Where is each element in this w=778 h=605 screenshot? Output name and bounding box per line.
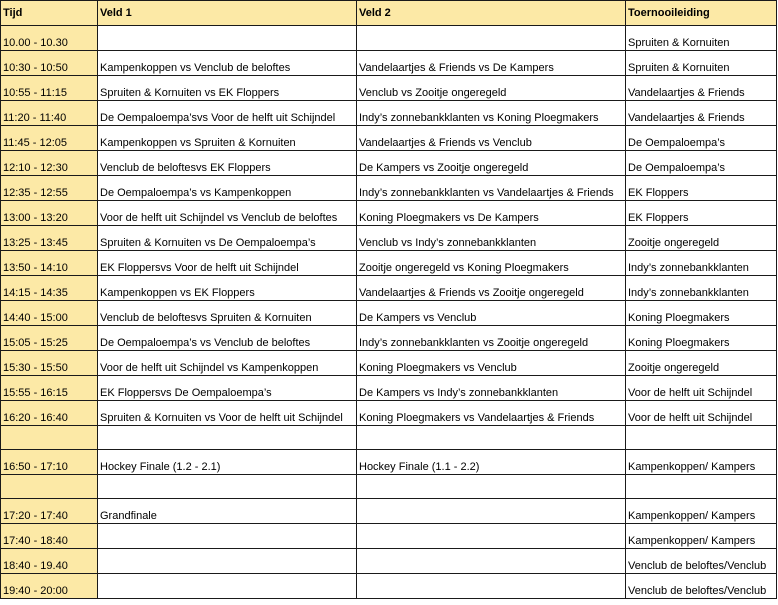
cell-time: 12:10 - 12:30 [1,151,98,176]
cell-veld2 [357,26,626,51]
cell-veld2: Indy’s zonnebankklanten vs Koning Ploegmakers [357,101,626,126]
cell-veld1 [98,549,357,574]
table-row [1,301,777,326]
header-row [1,1,777,26]
cell-veld1 [98,574,357,599]
cell-toernooileiding: De Oempaloempa’s [626,151,777,176]
cell-veld2: De Kampers vs Venclub [357,301,626,326]
cell-veld2: Koning Ploegmakers vs De Kampers [357,201,626,226]
cell-toernooileiding: Zooitje ongeregeld [626,226,777,251]
header-time: Tijd [1,1,98,26]
cell-veld2 [357,475,626,499]
table-row [1,450,777,475]
cell-time: 13:25 - 13:45 [1,226,98,251]
table-spacer-row [1,475,777,499]
cell-toernooileiding: Indy’s zonnebankklanten [626,251,777,276]
cell-veld1: De Oempaloempa’svs Voor de helft uit Schijndel [98,101,357,126]
cell-time: 16:20 - 16:40 [1,401,98,426]
table-row [1,251,777,276]
cell-veld2: Vandelaartjes & Friends vs Venclub [357,126,626,151]
cell-veld1 [98,475,357,499]
cell-veld2: Vandelaartjes & Friends vs De Kampers [357,51,626,76]
table-spacer-row [1,426,777,450]
table-row [1,376,777,401]
table-row [1,76,777,101]
cell-time: 15:30 - 15:50 [1,351,98,376]
table-row [1,26,777,51]
cell-veld2 [357,524,626,549]
cell-veld1: De Oempaloempa’s vs Kampenkoppen [98,176,357,201]
cell-toernooileiding: Koning Ploegmakers [626,326,777,351]
cell-veld1 [98,426,357,450]
cell-veld1: Grandfinale [98,499,357,524]
table-row [1,499,777,524]
cell-veld1: Spruiten & Kornuiten vs EK Floppers [98,76,357,101]
cell-time: 19:40 - 20:00 [1,574,98,599]
cell-veld1: Voor de helft uit Schijndel vs Kampenkoppen [98,351,357,376]
cell-veld2: Hockey Finale (1.1 - 2.2) [357,450,626,475]
cell-veld2: Zooitje ongeregeld vs Koning Ploegmakers [357,251,626,276]
cell-toernooileiding: Venclub de beloftes/Venclub [626,549,777,574]
cell-toernooileiding: De Oempaloempa’s [626,126,777,151]
cell-veld2: De Kampers vs Zooitje ongeregeld [357,151,626,176]
cell-toernooileiding: EK Floppers [626,201,777,226]
cell-veld1 [98,26,357,51]
cell-veld1: Hockey Finale (1.2 - 2.1) [98,450,357,475]
cell-veld2: Vandelaartjes & Friends vs Zooitje ongeregeld [357,276,626,301]
cell-veld2: Venclub vs Zooitje ongeregeld [357,76,626,101]
header-toernooileiding: Toernooileiding [626,1,777,26]
cell-veld1: Kampenkoppen vs EK Floppers [98,276,357,301]
table-row [1,574,777,599]
table-row [1,401,777,426]
cell-time: 12:35 - 12:55 [1,176,98,201]
cell-time: 10:30 - 10:50 [1,51,98,76]
cell-veld2: Koning Ploegmakers vs Vandelaartjes & Friends [357,401,626,426]
cell-toernooileiding: Spruiten & Kornuiten [626,51,777,76]
cell-time: 11:45 - 12:05 [1,126,98,151]
cell-veld2: Koning Ploegmakers vs Venclub [357,351,626,376]
cell-toernooileiding: Kampenkoppen/ Kampers [626,499,777,524]
cell-toernooileiding: Voor de helft uit Schijndel [626,376,777,401]
cell-veld2: De Kampers vs Indy’s zonnebankklanten [357,376,626,401]
cell-toernooileiding: Vandelaartjes & Friends [626,76,777,101]
cell-toernooileiding [626,426,777,450]
cell-time: 10:55 - 11:15 [1,76,98,101]
cell-toernooileiding: Voor de helft uit Schijndel [626,401,777,426]
cell-veld1: Spruiten & Kornuiten vs Voor de helft uit Schijndel [98,401,357,426]
cell-time: 14:40 - 15:00 [1,301,98,326]
cell-veld1: Venclub de beloftesvs Spruiten & Kornuiten [98,301,357,326]
table-row [1,101,777,126]
table-row [1,351,777,376]
cell-toernooileiding [626,475,777,499]
cell-veld2: Indy’s zonnebankklanten vs Vandelaartjes & Friends [357,176,626,201]
cell-veld2: Indy’s zonnebankklanten vs Zooitje ongeregeld [357,326,626,351]
cell-time: 15:05 - 15:25 [1,326,98,351]
cell-veld1: Kampenkoppen vs Spruiten & Kornuiten [98,126,357,151]
cell-time: 16:50 - 17:10 [1,450,98,475]
cell-time: 18:40 - 19.40 [1,549,98,574]
table-row [1,51,777,76]
cell-veld2 [357,549,626,574]
cell-time: 13:00 - 13:20 [1,201,98,226]
table-row [1,326,777,351]
header-veld2: Veld 2 [357,1,626,26]
cell-time: 15:55 - 16:15 [1,376,98,401]
schedule-body [1,26,777,599]
cell-time: 11:20 - 11:40 [1,101,98,126]
cell-veld1: Kampenkoppen vs Venclub de beloftes [98,51,357,76]
cell-toernooileiding: Indy’s zonnebankklanten [626,276,777,301]
cell-time: 17:20 - 17:40 [1,499,98,524]
cell-time [1,426,98,450]
table-row [1,176,777,201]
cell-veld1: EK Floppersvs Voor de helft uit Schijndel [98,251,357,276]
cell-toernooileiding: Vandelaartjes & Friends [626,101,777,126]
table-row [1,549,777,574]
cell-veld1: De Oempaloempa’s vs Venclub de beloftes [98,326,357,351]
cell-veld1 [98,524,357,549]
header-veld1: Veld 1 [98,1,357,26]
cell-toernooileiding: Kampenkoppen/ Kampers [626,524,777,549]
cell-toernooileiding: Kampenkoppen/ Kampers [626,450,777,475]
cell-toernooileiding: Venclub de beloftes/Venclub [626,574,777,599]
cell-time: 13:50 - 14:10 [1,251,98,276]
cell-time [1,475,98,499]
table-row [1,201,777,226]
cell-time: 17:40 - 18:40 [1,524,98,549]
cell-veld1: Spruiten & Kornuiten vs De Oempaloempa’s [98,226,357,251]
table-row [1,126,777,151]
cell-veld2 [357,574,626,599]
cell-toernooileiding: Spruiten & Kornuiten [626,26,777,51]
cell-veld2 [357,499,626,524]
cell-time: 14:15 - 14:35 [1,276,98,301]
cell-veld1: Venclub de beloftesvs EK Floppers [98,151,357,176]
cell-time: 10.00 - 10.30 [1,26,98,51]
table-row [1,524,777,549]
cell-veld1: Voor de helft uit Schijndel vs Venclub de beloftes [98,201,357,226]
cell-veld2: Venclub vs Indy’s zonnebankklanten [357,226,626,251]
cell-toernooileiding: Zooitje ongeregeld [626,351,777,376]
cell-toernooileiding: Koning Ploegmakers [626,301,777,326]
cell-toernooileiding: EK Floppers [626,176,777,201]
table-row [1,226,777,251]
cell-veld1: EK Floppersvs De Oempaloempa’s [98,376,357,401]
table-row [1,276,777,301]
table-row [1,151,777,176]
cell-veld2 [357,426,626,450]
